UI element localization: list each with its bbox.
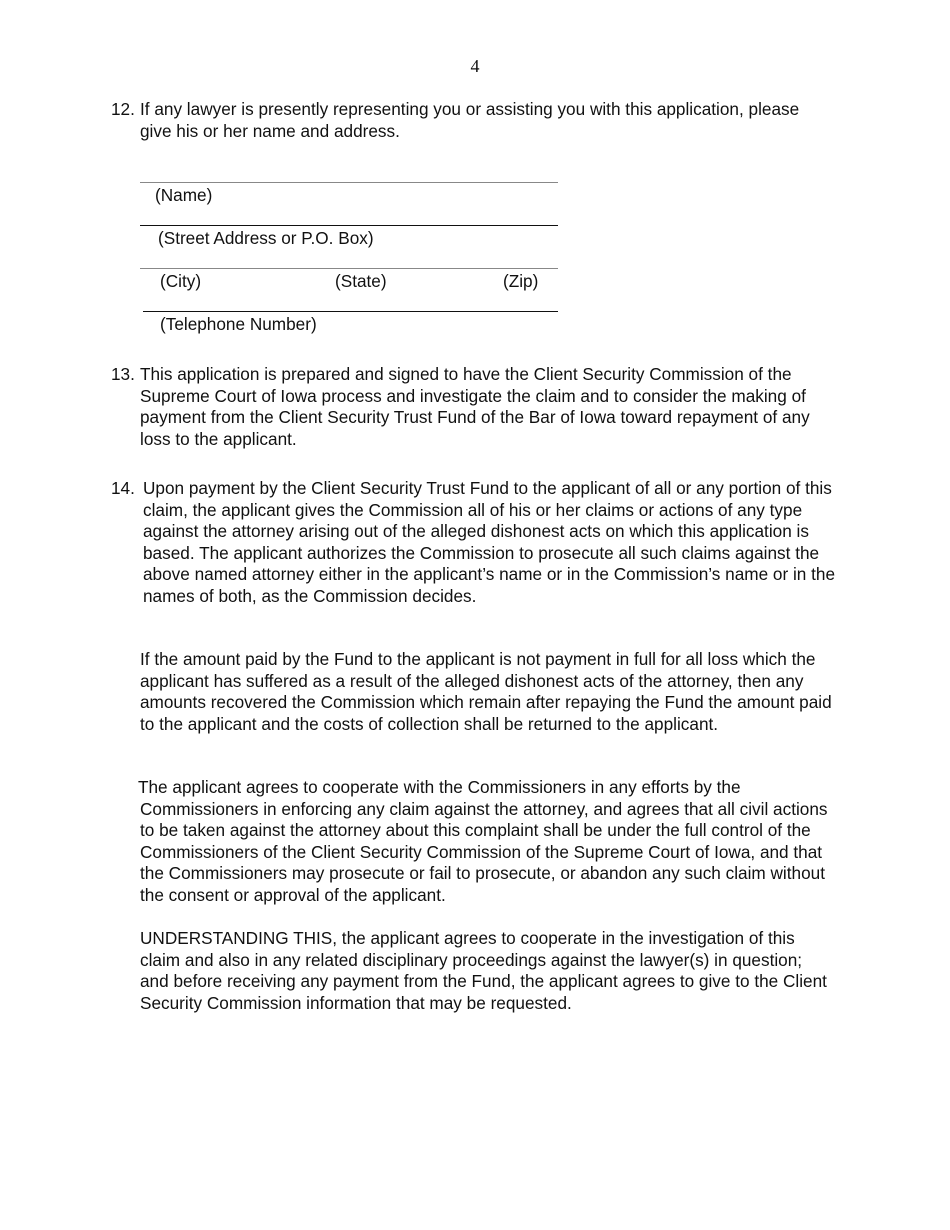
street-field-line[interactable]	[140, 225, 558, 226]
item-14-text: Upon payment by the Client Security Trust Fund to the applicant of all or any portion of this claim, the applicant gives the Commission all of his or her claims or actions of any type against the attorney arising out of the alleged dishonest acts on which this application is based. The applicant authorizes the Commission to prosecute all such claims against the above named attorney either in the applicant’s name or in the Commission’s name or in the names of both, as the Commission decides.	[143, 478, 836, 606]
telephone-field-line[interactable]	[143, 311, 558, 312]
name-field-label: (Name)	[155, 185, 213, 205]
zip-field-label: (Zip)	[503, 271, 539, 291]
page-number: 4	[470, 56, 480, 76]
understanding-paragraph: UNDERSTANDING THIS, the applicant agrees to cooperate in the investigation of this claim and also in any related disciplinary proceedings against the lawyer(s) in question; and before receiving any payment from the Fund, the applicant agrees to give to the Client Security Commission information that may be requested.	[140, 928, 827, 1013]
telephone-field-label: (Telephone Number)	[160, 314, 317, 334]
refund-paragraph: If the amount paid by the Fund to the applicant is not payment in full for all loss which the applicant has suffered as a result of the alleged dishonest acts of the attorney, then any amounts recovered the Commission which remain after repaying the Fund the amount paid to the applicant and the costs of collection shall be returned to the applicant.	[140, 649, 832, 734]
item-12-text: If any lawyer is presently representing you or assisting you with this application, please give his or her name and address.	[140, 99, 800, 141]
city-field-label: (City)	[160, 271, 202, 291]
item-13-number: 13.	[111, 364, 135, 384]
item-12-number: 12.	[111, 99, 135, 119]
name-field-line[interactable]	[140, 182, 558, 183]
state-field-label: (State)	[335, 271, 387, 291]
item-13-text: This application is prepared and signed to have the Client Security Commission of the Supreme Court of Iowa process and investigate the claim and to consider the making of payment from the Client Security Trust Fund of the Bar of Iowa toward repayment of any loss to the applicant.	[140, 364, 810, 449]
item-14-number: 14.	[111, 478, 135, 498]
cooperation-paragraph: The applicant agrees to cooperate with the Commissioners in any efforts by the Commissioners in enforcing any claim against the attorney, and agrees that all civil actions to be taken against the attorney about this complaint shall be under the full control of the Commissioners of the Client Security Commission of the Supreme Court of Iowa, and that the Commissioners may prosecute or fail to prosecute, or abandon any such claim without the consent or approval of the applicant.	[138, 777, 828, 905]
street-field-label: (Street Address or P.O. Box)	[158, 228, 374, 248]
city-state-zip-field-line[interactable]	[140, 268, 558, 269]
